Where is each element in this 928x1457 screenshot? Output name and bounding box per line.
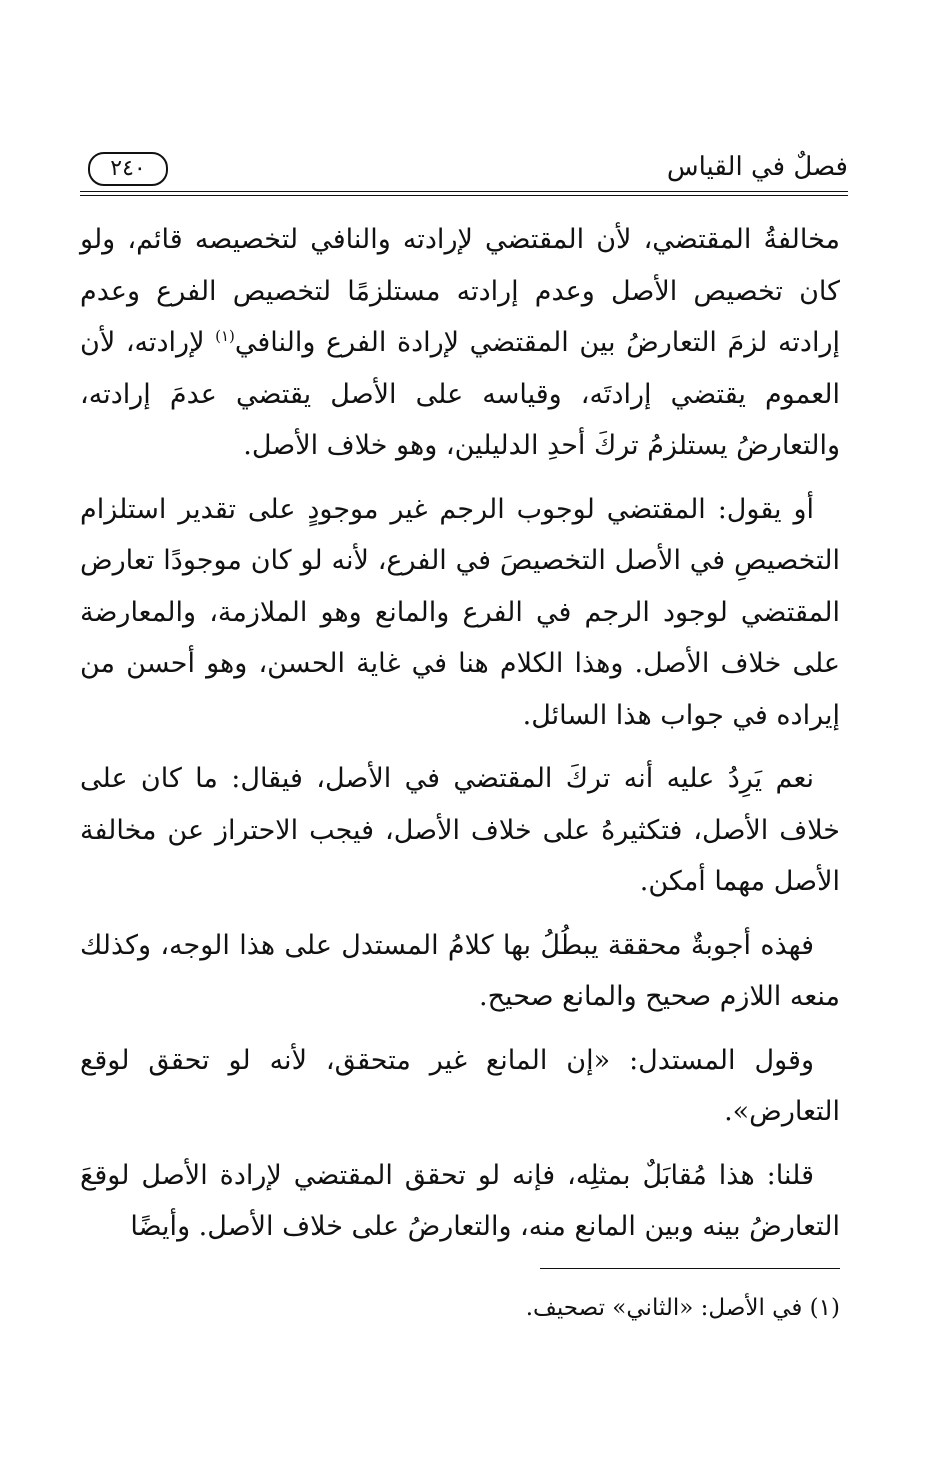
running-title: فصلٌ في القياس — [666, 152, 848, 182]
header-rule — [80, 191, 848, 192]
paragraph: فهذه أجوبةٌ محققة يبطُلُ بها كلامُ المستدل على هذا الوجه، وكذلك منعه اللازم صحيح والمانع صحيح. — [80, 929, 840, 1012]
header-rule-thin — [80, 195, 848, 196]
paragraph-text: لإرادته، لأن العموم يقتضي إرادتَه، وقياسه على الأصل يقتضي عدمَ إرادته، والتعارضُ يستلزمُ تركَ أحدِ الدليلين، وهو خلاف الأصل. — [80, 327, 840, 461]
paragraph: قلنا: هذا مُقابَلٌ بمثلِه، فإنه لو تحقق المقتضي لإرادة الأصل لوقعَ التعارضُ بينه وبين المانع منه، والتعارضُ على خلاف الأصل. وأيضًا — [80, 1159, 840, 1242]
page-header — [80, 148, 848, 192]
footnote-number: (١) — [809, 1295, 840, 1321]
paragraph-text: مخالفةُ المقتضي، لأن المقتضي لإرادته والنافي لتخصيصه قائم، ولو كان تخصيص الأصل وعدم إرادته مستلزمًا لتخصيص الفرع وعدم إرادته لزمَ التعارضُ بين المقتضي لإرادة الفرع والنافي — [80, 224, 840, 358]
footnote-text: في الأصل: «الثاني» تصحيف. — [525, 1295, 803, 1321]
paragraph: أو يقول: المقتضي لوجوب الرجم غير موجودٍ على تقدير استلزام التخصيصِ في الأصل التخصيصَ في الفرع، لأنه لو كان موجودًا تعارض المقتضي لوجود الرجم في الفرع والمانع وهو الملازمة، والمعارضة على خلاف الأصل. وهذا الكلام هنا في غاية الحسن، وهو أحسن من إيراده في جواب هذا السائل. — [80, 493, 840, 731]
footnote-separator — [540, 1268, 840, 1269]
paragraph — [80, 214, 840, 472]
footnote — [80, 1290, 840, 1326]
page-number-badge: ٢٤٠ — [88, 152, 168, 186]
paragraph: نعم يَرِدُ عليه أنه تركَ المقتضي في الأصل، فيقال: ما كان على خلاف الأصل، فتكثيرهُ على خلاف الأصل، فيجب الاحتراز عن مخالفة الأصل مهما أمكن. — [80, 763, 840, 897]
main-text — [80, 214, 840, 1265]
footnote-reference: (١) — [215, 327, 235, 345]
paragraph: وقول المستدل: «إن المانع غير متحقق، لأنه لو تحقق لوقع التعارض». — [80, 1044, 840, 1127]
